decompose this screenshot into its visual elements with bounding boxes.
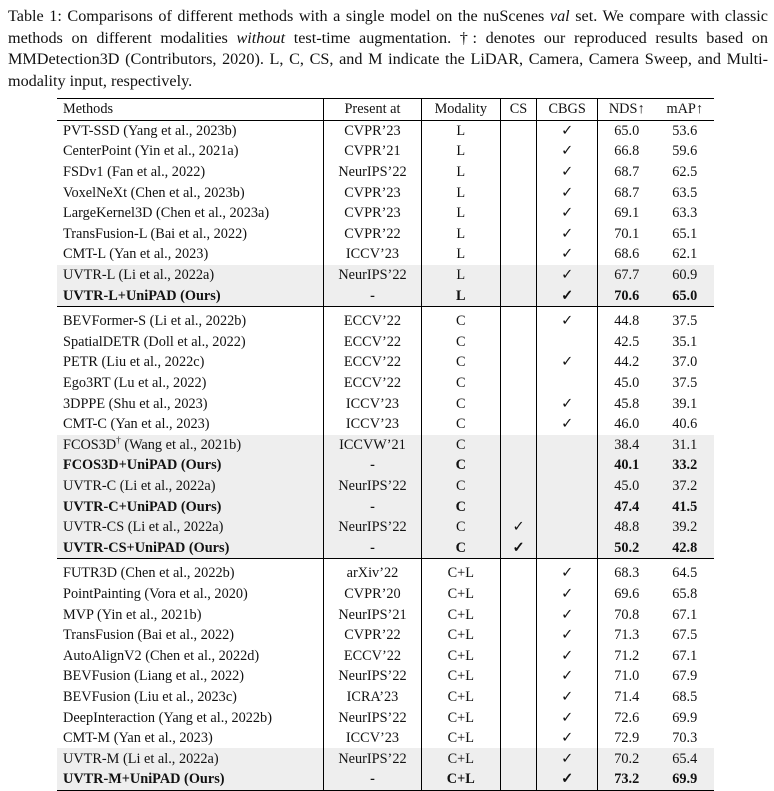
nds-cell: 45.8 bbox=[614, 395, 640, 412]
method-cell: UVTR-C (Li et al., 2022a) bbox=[57, 476, 324, 497]
map-cell: 65.1 bbox=[672, 225, 698, 242]
venue-cell: ECCV’22 bbox=[324, 332, 422, 353]
modality-cell: C bbox=[421, 332, 500, 353]
nds-cell: 68.7 bbox=[614, 164, 640, 181]
table-row bbox=[57, 435, 714, 456]
nds-cell: 44.8 bbox=[614, 313, 640, 330]
method-cell: BEVFormer-S (Li et al., 2022b) bbox=[57, 311, 324, 332]
caption-text-2: set. We compare with classic methods on different modalities bbox=[8, 7, 768, 47]
modality-cell: L bbox=[421, 265, 500, 286]
map-cell: 39.1 bbox=[672, 395, 698, 412]
table-row bbox=[57, 352, 714, 373]
nds-cell: 46.0 bbox=[614, 416, 640, 433]
comparison-table bbox=[57, 98, 714, 791]
table-row bbox=[57, 687, 714, 708]
modality-cell: C bbox=[421, 455, 500, 476]
method-cell bbox=[57, 435, 324, 456]
venue-cell: - bbox=[324, 537, 422, 558]
map-cell: 62.5 bbox=[672, 164, 698, 181]
method-cell: CMT-L (Yan et al., 2023) bbox=[57, 244, 324, 265]
table-row bbox=[57, 728, 714, 749]
cs-cell bbox=[500, 666, 537, 687]
cs-cell bbox=[500, 476, 537, 497]
cs-cell: ✓ bbox=[500, 517, 537, 538]
table-row bbox=[57, 707, 714, 728]
table-row bbox=[57, 769, 714, 790]
map-cell: 67.1 bbox=[672, 647, 698, 664]
map-cell: 37.0 bbox=[672, 354, 698, 371]
cbgs-cell: ✓ bbox=[537, 182, 598, 203]
method-cell: BEVFusion (Liu et al., 2023c) bbox=[57, 687, 324, 708]
table-row bbox=[57, 517, 714, 538]
map-cell: 41.5 bbox=[656, 496, 714, 517]
method-cell: TransFusion (Bai et al., 2022) bbox=[57, 625, 324, 646]
venue-cell: CVPR’22 bbox=[324, 625, 422, 646]
cbgs-cell: ✓ bbox=[537, 769, 598, 790]
modality-cell: L bbox=[421, 182, 500, 203]
cs-cell bbox=[500, 769, 537, 790]
table-row bbox=[57, 141, 714, 162]
cbgs-cell: ✓ bbox=[537, 707, 598, 728]
venue-cell: CVPR’21 bbox=[324, 141, 422, 162]
table-caption bbox=[8, 6, 768, 92]
method-cell: MVP (Yin et al., 2021b) bbox=[57, 604, 324, 625]
method-cell: UVTR-M+UniPAD (Ours) bbox=[57, 769, 324, 790]
cbgs-cell: ✓ bbox=[537, 728, 598, 749]
cbgs-cell: ✓ bbox=[537, 393, 598, 414]
header-methods: Methods bbox=[57, 99, 324, 121]
venue-cell: NeurIPS’22 bbox=[324, 748, 422, 769]
cs-cell bbox=[500, 584, 537, 605]
map-cell: 68.5 bbox=[672, 688, 698, 705]
method-cell: 3DPPE (Shu et al., 2023) bbox=[57, 393, 324, 414]
modality-cell: C bbox=[421, 517, 500, 538]
cbgs-cell: ✓ bbox=[537, 265, 598, 286]
modality-cell: L bbox=[421, 162, 500, 183]
header-row bbox=[57, 99, 714, 121]
cs-cell bbox=[500, 332, 537, 353]
modality-cell: L bbox=[421, 141, 500, 162]
venue-cell: - bbox=[324, 455, 422, 476]
modality-cell: C bbox=[421, 435, 500, 456]
nds-cell: 68.6 bbox=[614, 246, 640, 263]
venue-cell: CVPR’23 bbox=[324, 182, 422, 203]
method-cell: PointPainting (Vora et al., 2020) bbox=[57, 584, 324, 605]
cbgs-cell: ✓ bbox=[537, 224, 598, 245]
nds-cell: 40.1 bbox=[597, 455, 655, 476]
table-row bbox=[57, 584, 714, 605]
nds-cell: 44.2 bbox=[614, 354, 640, 371]
method-cell: AutoAlignV2 (Chen et al., 2022d) bbox=[57, 645, 324, 666]
nds-cell: 45.0 bbox=[597, 476, 655, 497]
caption-text: Table 1: Comparisons of different methods with a single model on the nuScenes bbox=[8, 7, 550, 25]
map-cell: 37.2 bbox=[656, 476, 714, 497]
map-cell: 60.9 bbox=[656, 265, 714, 286]
header-map: mAP↑ bbox=[656, 99, 714, 121]
cs-cell bbox=[500, 265, 537, 286]
method-cell: BEVFusion (Liang et al., 2022) bbox=[57, 666, 324, 687]
modality-cell: C bbox=[421, 393, 500, 414]
cbgs-cell bbox=[537, 537, 598, 558]
cbgs-cell: ✓ bbox=[537, 414, 598, 435]
cs-cell bbox=[500, 352, 537, 373]
cs-cell bbox=[500, 162, 537, 183]
cbgs-cell: ✓ bbox=[537, 625, 598, 646]
nds-cell: 71.2 bbox=[614, 647, 640, 664]
cbgs-cell: ✓ bbox=[537, 352, 598, 373]
cs-cell bbox=[500, 563, 537, 584]
table-row bbox=[57, 203, 714, 224]
method-cell: PVT-SSD (Yang et al., 2023b) bbox=[57, 120, 324, 141]
cbgs-cell: ✓ bbox=[537, 604, 598, 625]
nds-cell: 70.8 bbox=[614, 606, 640, 623]
venue-cell: ICCV’23 bbox=[324, 728, 422, 749]
cs-cell bbox=[500, 687, 537, 708]
venue-cell: NeurIPS’22 bbox=[324, 476, 422, 497]
caption-italic-val: val bbox=[549, 7, 570, 25]
cbgs-cell: ✓ bbox=[537, 120, 598, 141]
table-row bbox=[57, 162, 714, 183]
map-cell: 39.2 bbox=[656, 517, 714, 538]
cs-cell bbox=[500, 141, 537, 162]
cs-cell bbox=[500, 435, 537, 456]
cs-cell bbox=[500, 645, 537, 666]
cbgs-cell: ✓ bbox=[537, 162, 598, 183]
modality-cell: C bbox=[421, 537, 500, 558]
method-name: FCOS3D bbox=[63, 436, 117, 453]
cbgs-cell: ✓ bbox=[537, 141, 598, 162]
method-cell: Ego3RT (Lu et al., 2022) bbox=[57, 373, 324, 394]
nds-cell: 71.4 bbox=[614, 688, 640, 705]
method-cell: TransFusion-L (Bai et al., 2022) bbox=[57, 224, 324, 245]
method-cell: SpatialDETR (Doll et al., 2022) bbox=[57, 332, 324, 353]
map-cell: 63.3 bbox=[672, 205, 698, 222]
modality-cell: C+L bbox=[421, 728, 500, 749]
nds-cell: 71.0 bbox=[614, 668, 640, 685]
table-row bbox=[57, 748, 714, 769]
modality-cell: L bbox=[421, 285, 500, 306]
header-present-at: Present at bbox=[324, 99, 422, 121]
cbgs-cell: ✓ bbox=[537, 666, 598, 687]
caption-text-3: test-time augmentation. †: denotes our reproduced results based on MMDetection3D (Contributors, 2020). L, C, CS, and M indicate the LiDAR, Camera, Camera Sweep, and Multi-modality input, respectively. bbox=[8, 28, 768, 90]
method-cell: FUTR3D (Chen et al., 2022b) bbox=[57, 563, 324, 584]
nds-cell: 65.0 bbox=[614, 122, 640, 139]
modality-cell: C+L bbox=[421, 666, 500, 687]
cbgs-cell bbox=[537, 496, 598, 517]
nds-cell: 70.2 bbox=[597, 748, 655, 769]
method-cell: UVTR-C+UniPAD (Ours) bbox=[57, 496, 324, 517]
cbgs-cell: ✓ bbox=[537, 311, 598, 332]
map-cell: 40.6 bbox=[672, 416, 698, 433]
modality-cell: C+L bbox=[421, 687, 500, 708]
cs-cell bbox=[500, 393, 537, 414]
modality-cell: C bbox=[421, 311, 500, 332]
venue-cell: - bbox=[324, 285, 422, 306]
table-row bbox=[57, 373, 714, 394]
table-row bbox=[57, 414, 714, 435]
table-row bbox=[57, 332, 714, 353]
map-cell: 35.1 bbox=[672, 333, 698, 350]
method-cell: UVTR-L+UniPAD (Ours) bbox=[57, 285, 324, 306]
method-cell: UVTR-CS (Li et al., 2022a) bbox=[57, 517, 324, 538]
venue-cell: ICRA’23 bbox=[324, 687, 422, 708]
table-row bbox=[57, 285, 714, 306]
venue-cell: NeurIPS’22 bbox=[324, 517, 422, 538]
header-cbgs: CBGS bbox=[537, 99, 598, 121]
venue-cell: arXiv’22 bbox=[324, 563, 422, 584]
venue-cell: ICCV’23 bbox=[324, 414, 422, 435]
table-row bbox=[57, 645, 714, 666]
venue-cell: NeurIPS’22 bbox=[324, 265, 422, 286]
table-row bbox=[57, 604, 714, 625]
modality-cell: C+L bbox=[421, 707, 500, 728]
nds-cell: 72.9 bbox=[614, 730, 640, 747]
map-cell: 67.5 bbox=[672, 627, 698, 644]
method-cell: CMT-C (Yan et al., 2023) bbox=[57, 414, 324, 435]
venue-cell: ECCV’22 bbox=[324, 373, 422, 394]
table-row bbox=[57, 182, 714, 203]
method-cell: DeepInteraction (Yang et al., 2022b) bbox=[57, 707, 324, 728]
nds-cell: 50.2 bbox=[597, 537, 655, 558]
cbgs-cell: ✓ bbox=[537, 563, 598, 584]
method-cell: UVTR-CS+UniPAD (Ours) bbox=[57, 537, 324, 558]
header-modality: Modality bbox=[421, 99, 500, 121]
modality-cell: L bbox=[421, 120, 500, 141]
cs-cell bbox=[500, 120, 537, 141]
method-cell: LargeKernel3D (Chen et al., 2023a) bbox=[57, 203, 324, 224]
method-cell: CenterPoint (Yin et al., 2021a) bbox=[57, 141, 324, 162]
map-cell: 42.8 bbox=[656, 537, 714, 558]
venue-cell: NeurIPS’22 bbox=[324, 707, 422, 728]
map-cell: 37.5 bbox=[672, 375, 698, 392]
cs-cell bbox=[500, 285, 537, 306]
nds-cell: 69.6 bbox=[614, 585, 640, 602]
cs-cell bbox=[500, 455, 537, 476]
venue-cell: ECCV’22 bbox=[324, 645, 422, 666]
table-body bbox=[57, 120, 714, 790]
cbgs-cell: ✓ bbox=[537, 645, 598, 666]
nds-cell: 38.4 bbox=[597, 435, 655, 456]
method-cell: VoxelNeXt (Chen et al., 2023b) bbox=[57, 182, 324, 203]
cs-cell bbox=[500, 604, 537, 625]
cbgs-cell bbox=[537, 373, 598, 394]
map-cell: 59.6 bbox=[672, 143, 698, 160]
table-row bbox=[57, 224, 714, 245]
map-cell: 67.9 bbox=[672, 668, 698, 685]
cs-cell bbox=[500, 203, 537, 224]
modality-cell: C+L bbox=[421, 748, 500, 769]
modality-cell: C bbox=[421, 352, 500, 373]
venue-cell: - bbox=[324, 769, 422, 790]
map-cell: 62.1 bbox=[672, 246, 698, 263]
table-row bbox=[57, 311, 714, 332]
cbgs-cell: ✓ bbox=[537, 244, 598, 265]
map-cell: 70.3 bbox=[672, 730, 698, 747]
nds-cell: 47.4 bbox=[597, 496, 655, 517]
venue-cell: CVPR’23 bbox=[324, 120, 422, 141]
method-cell: PETR (Liu et al., 2022c) bbox=[57, 352, 324, 373]
table-row bbox=[57, 120, 714, 141]
nds-cell: 68.3 bbox=[614, 565, 640, 582]
method-cell: CMT-M (Yan et al., 2023) bbox=[57, 728, 324, 749]
cs-cell bbox=[500, 707, 537, 728]
cbgs-cell bbox=[537, 332, 598, 353]
modality-cell: C bbox=[421, 373, 500, 394]
cs-cell bbox=[500, 182, 537, 203]
nds-cell: 72.6 bbox=[614, 709, 640, 726]
map-cell: 31.1 bbox=[656, 435, 714, 456]
nds-cell: 48.8 bbox=[597, 517, 655, 538]
modality-cell: C+L bbox=[421, 769, 500, 790]
venue-cell: ECCV’22 bbox=[324, 352, 422, 373]
header-nds: NDS↑ bbox=[597, 99, 655, 121]
table-row bbox=[57, 455, 714, 476]
map-cell: 63.5 bbox=[672, 184, 698, 201]
cs-cell bbox=[500, 414, 537, 435]
venue-cell: CVPR’23 bbox=[324, 203, 422, 224]
modality-cell: C+L bbox=[421, 604, 500, 625]
modality-cell: C bbox=[421, 496, 500, 517]
table-row bbox=[57, 563, 714, 584]
cs-cell bbox=[500, 625, 537, 646]
map-cell: 65.0 bbox=[656, 285, 714, 306]
map-cell: 67.1 bbox=[672, 606, 698, 623]
map-cell: 69.9 bbox=[672, 709, 698, 726]
table-row bbox=[57, 537, 714, 558]
cs-cell bbox=[500, 748, 537, 769]
modality-cell: C+L bbox=[421, 563, 500, 584]
venue-cell: ICCV’23 bbox=[324, 244, 422, 265]
venue-cell: ECCV’22 bbox=[324, 311, 422, 332]
nds-cell: 42.5 bbox=[614, 333, 640, 350]
nds-cell: 71.3 bbox=[614, 627, 640, 644]
modality-cell: L bbox=[421, 224, 500, 245]
dagger-mark: † bbox=[116, 435, 121, 446]
cbgs-cell: ✓ bbox=[537, 687, 598, 708]
method-cell: FSDv1 (Fan et al., 2022) bbox=[57, 162, 324, 183]
method-cell: UVTR-L (Li et al., 2022a) bbox=[57, 265, 324, 286]
map-cell: 65.4 bbox=[656, 748, 714, 769]
cbgs-cell: ✓ bbox=[537, 748, 598, 769]
map-cell: 53.6 bbox=[672, 122, 698, 139]
header-cs: CS bbox=[500, 99, 537, 121]
method-citation: (Wang et al., 2021b) bbox=[120, 436, 242, 453]
cbgs-cell: ✓ bbox=[537, 203, 598, 224]
method-cell: UVTR-M (Li et al., 2022a) bbox=[57, 748, 324, 769]
cbgs-cell bbox=[537, 517, 598, 538]
venue-cell: NeurIPS’22 bbox=[324, 162, 422, 183]
method-cell: FCOS3D+UniPAD (Ours) bbox=[57, 455, 324, 476]
table-row bbox=[57, 666, 714, 687]
modality-cell: L bbox=[421, 203, 500, 224]
venue-cell: NeurIPS’22 bbox=[324, 666, 422, 687]
modality-cell: C+L bbox=[421, 625, 500, 646]
nds-cell: 66.8 bbox=[614, 143, 640, 160]
cbgs-cell bbox=[537, 476, 598, 497]
venue-cell: CVPR’20 bbox=[324, 584, 422, 605]
table-row bbox=[57, 265, 714, 286]
cbgs-cell: ✓ bbox=[537, 285, 598, 306]
map-cell: 64.5 bbox=[672, 565, 698, 582]
cs-cell bbox=[500, 224, 537, 245]
nds-cell: 45.0 bbox=[614, 375, 640, 392]
modality-cell: C bbox=[421, 476, 500, 497]
cs-cell bbox=[500, 728, 537, 749]
map-cell: 33.2 bbox=[656, 455, 714, 476]
nds-cell: 70.6 bbox=[597, 285, 655, 306]
cs-cell: ✓ bbox=[500, 537, 537, 558]
modality-cell: C bbox=[421, 414, 500, 435]
cs-cell bbox=[500, 244, 537, 265]
table-row bbox=[57, 476, 714, 497]
cbgs-cell bbox=[537, 435, 598, 456]
modality-cell: C+L bbox=[421, 584, 500, 605]
table-row bbox=[57, 244, 714, 265]
modality-cell: C+L bbox=[421, 645, 500, 666]
venue-cell: CVPR’22 bbox=[324, 224, 422, 245]
venue-cell: NeurIPS’21 bbox=[324, 604, 422, 625]
caption-italic-without: without bbox=[236, 28, 286, 47]
map-cell: 69.9 bbox=[656, 769, 714, 790]
map-cell: 65.8 bbox=[672, 585, 698, 602]
cbgs-cell: ✓ bbox=[537, 584, 598, 605]
cbgs-cell bbox=[537, 455, 598, 476]
nds-cell: 67.7 bbox=[597, 265, 655, 286]
modality-cell: L bbox=[421, 244, 500, 265]
table-row bbox=[57, 393, 714, 414]
map-cell: 37.5 bbox=[672, 313, 698, 330]
nds-cell: 73.2 bbox=[597, 769, 655, 790]
venue-cell: ICCV’23 bbox=[324, 393, 422, 414]
table-row bbox=[57, 496, 714, 517]
venue-cell: - bbox=[324, 496, 422, 517]
nds-cell: 70.1 bbox=[614, 225, 640, 242]
table-row bbox=[57, 625, 714, 646]
cs-cell bbox=[500, 311, 537, 332]
nds-cell: 69.1 bbox=[614, 205, 640, 222]
cs-cell bbox=[500, 496, 537, 517]
venue-cell: ICCVW’21 bbox=[324, 435, 422, 456]
nds-cell: 68.7 bbox=[614, 184, 640, 201]
cs-cell bbox=[500, 373, 537, 394]
